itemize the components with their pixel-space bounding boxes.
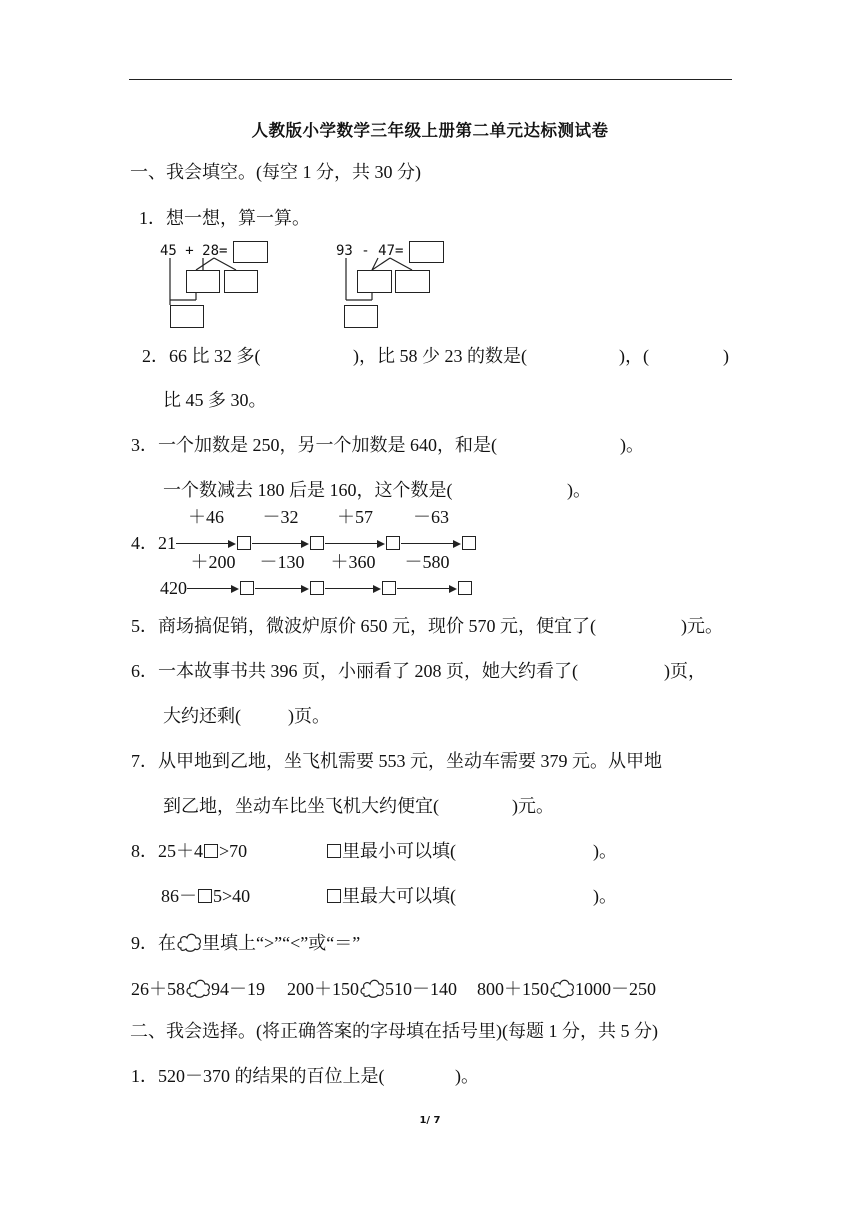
question-5-part-a: 5．商场搞促销，微波炉原价 650 元，现价 570 元，便宜了( [131, 616, 596, 636]
q4-row2-arrow-4 [397, 552, 457, 599]
q4-row2-box-2[interactable] [310, 581, 324, 595]
question-2-part-c: )，( [619, 346, 649, 366]
page-title: 人教版小学数学三年级上册第二单元达标测试卷 [251, 121, 609, 140]
q8-r1-expr-right: >70 [219, 841, 248, 861]
question-8-row-1-end: )。 [593, 841, 617, 861]
question-6-part-d: )页。 [288, 706, 330, 726]
q9-c2-right: 510－140 [385, 979, 457, 999]
question-3-part-b: )。 [620, 435, 644, 455]
q1-step-box-b[interactable] [344, 305, 378, 328]
q9-c1-right: 94－19 [211, 979, 265, 999]
page-number: 1/ 7 [419, 1115, 441, 1126]
question-3-part-d: )。 [567, 480, 591, 500]
q1-connector-lines-b [336, 256, 416, 306]
q1-expression-b: 93 - 47= [336, 243, 404, 259]
section-2-heading: 二、我会选择。(将正确答案的字母填在括号里)(每题 1 分，共 5 分) [130, 1021, 658, 1041]
question-8-row-2 [161, 885, 250, 907]
q9-c3-right: 1000－250 [575, 979, 656, 999]
question-1: 1．想一想，算一算。 [139, 208, 310, 228]
q1-expression-a: 45 + 28= [160, 243, 228, 259]
question-9-comparisons [131, 976, 656, 1000]
q8-r2-prompt-text: 里最大可以填( [342, 886, 456, 906]
q4-row2-box-1[interactable] [240, 581, 254, 595]
q4-row1-box-4[interactable] [462, 536, 476, 550]
q4-row2-box-3[interactable] [382, 581, 396, 595]
cloud-answer-3-icon[interactable] [549, 976, 575, 998]
q4-row1-op-1: ＋46 [188, 507, 224, 527]
q9-c2-left: 200＋150 [287, 979, 359, 999]
question-7-line-1: 7．从甲地到乙地，坐飞机需要 553 元，坐动车需要 379 元。从甲地 [131, 751, 662, 771]
cloud-answer-1-icon[interactable] [185, 976, 211, 998]
cloud-icon [176, 930, 202, 952]
question-2-line-2: 比 45 多 30。 [163, 390, 267, 410]
q8-r2-blank-box [198, 889, 212, 903]
q4-row2-op-3: ＋360 [330, 552, 376, 572]
question-2-part-b: )，比 58 少 23 的数是( [353, 346, 527, 366]
q4-row2-op-1: ＋200 [190, 552, 236, 572]
question-3-part-a: 3．一个加数是 250，另一个加数是 640，和是( [131, 435, 497, 455]
q4-row2-arrow-1 [187, 552, 239, 599]
q4-row2-op-4: －580 [404, 552, 450, 572]
question-7-part-a: 到乙地，坐动车比坐飞机大约便宜( [163, 796, 439, 816]
q4-row1-arrow-3 [325, 507, 385, 554]
q8-r1-box-icon [327, 844, 341, 858]
question-8-row-2-prompt [326, 885, 456, 907]
q4-row1-arrow-2 [252, 507, 309, 554]
question-5-part-b: )元。 [681, 616, 723, 636]
question-6-part-a: 6．一本故事书共 396 页，小丽看了 208 页，她大约看了( [131, 661, 578, 681]
section-2-question-1-part-b: )。 [455, 1066, 479, 1086]
question-6-part-c: 大约还剩( [163, 706, 241, 726]
question-6-part-b: )页， [664, 661, 706, 681]
section-2-question-1-part-a: 1．520－370 的结果的百位上是( [131, 1066, 385, 1086]
section-1-heading: 一、我会填空。(每空 1 分，共 30 分) [130, 162, 421, 182]
q4-row2-start: 420 [160, 578, 187, 598]
question-3-part-c: 一个数减去 180 后是 160，这个数是( [163, 480, 453, 500]
q9-text-a: 9．在 [131, 933, 176, 953]
q9-c1-left: 26＋58 [131, 979, 185, 999]
question-7-part-b: )元。 [512, 796, 554, 816]
q4-row1-arrow-4 [401, 507, 461, 554]
question-2-part-d: ) [723, 346, 729, 366]
question-4-row-2 [160, 552, 473, 599]
question-8-row-1 [131, 840, 247, 862]
q4-row1-box-3[interactable] [386, 536, 400, 550]
q4-row2-arrow-2 [255, 552, 309, 599]
q8-r1-prompt-text: 里最小可以填( [342, 841, 456, 861]
q8-r2-expr-right: 5>40 [213, 886, 251, 906]
q4-row1-op-2: －32 [262, 507, 299, 527]
q8-r2-box-icon [327, 889, 341, 903]
question-8-row-2-end: )。 [593, 886, 617, 906]
q9-text-b: 里填上“>”“<”或“＝” [202, 933, 361, 953]
question-9 [131, 930, 360, 954]
header-rule [129, 79, 732, 80]
q9-c3-left: 800＋150 [477, 979, 549, 999]
q8-r2-expr-left: 86－ [161, 886, 197, 906]
q8-r1-blank-box [204, 844, 218, 858]
q4-row1-op-3: ＋57 [337, 507, 373, 527]
q4-row2-box-4[interactable] [458, 581, 472, 595]
q1-step-box-a[interactable] [170, 305, 204, 328]
q4-row1-box-2[interactable] [310, 536, 324, 550]
q4-row2-arrow-3 [325, 552, 381, 599]
q4-row1-box-1[interactable] [237, 536, 251, 550]
question-8-row-1-prompt [326, 840, 456, 862]
q4-row1-op-4: －63 [413, 507, 449, 527]
question-4-row-1 [131, 507, 477, 554]
q1-connector-lines-a [160, 256, 240, 306]
question-2-part-a: 2．66 比 32 多( [142, 346, 261, 366]
q8-r1-expr-left: 8．25＋4 [131, 841, 203, 861]
q4-row1-start: 4．21 [131, 533, 176, 553]
cloud-answer-2-icon[interactable] [359, 976, 385, 998]
q4-row2-op-2: －130 [259, 552, 305, 572]
q4-row1-arrow-1 [176, 507, 236, 554]
